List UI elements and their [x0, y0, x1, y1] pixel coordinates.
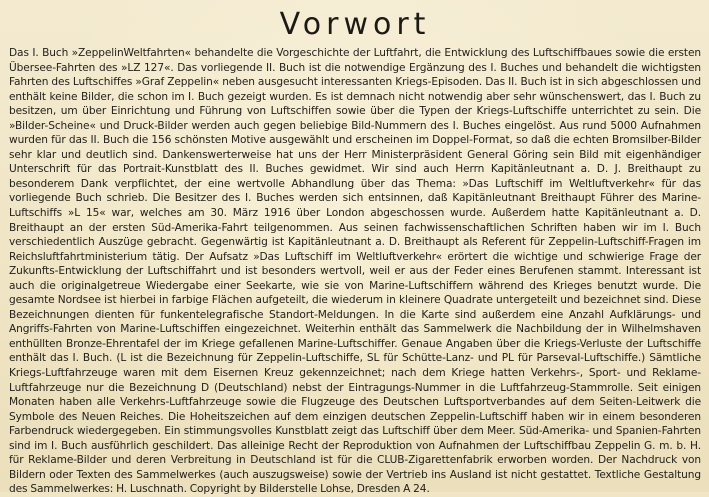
- page-title: Vorwort: [279, 7, 431, 42]
- foreword-body-text: Das I. Buch »ZeppelinWeltfahrten« behandelte die Vorgeschichte der Luftfahrt, die Entwicklung des Luftschiffbaues sowie die ersten Übersee-Fahrten des »LZ 127«. Das vorliegende II. Buch ist die notwendige Ergänzung des I. Buches und behandelt die wichtigsten Fahrten des Luftschiffes »Graf Zeppelin« neben ausgesucht interessanten Kriegs-Episoden. Das II. Buch ist in sich abgeschlossen und enthält keine Bilder, die schon im I. Buch gezeigt wurden. Es ist demnach nicht notwendig aber sehr wünschenswert, das I. Buch zu besitzen, um über Einrichtung und Führung von Luftschiffen sowie über die Typen der Kriegs-Luftschiffe unterrichtet zu sein. Die »Bilder-Scheine« und Druck-Bilder werden auch gegen beliebige Bild-Nummern des I. Buches eingelöst. Aus rund 5000 Aufnahmen wurden für das II. Buch die 156 schönsten Motive ausgewählt und erscheinen im Doppel-Format, so daß die echten Bromsilber-Bilder sehr klar und deutlich sind. Dankenswerterweise hat uns der Herr Ministerpräsident General Göring sein Bild mit eigenhändiger Unterschrift für das Portrait-Kunstblatt des II. Buches gewidmet. Wir sind auch Herrn Kapitänleutnant a. D. J. Breithaupt zu besonderem Dank verpflichtet, der eine wertvolle Abhandlung über das Thema: »Das Luftschiff im Weltluftverkehr« für das vorliegende Buch schrieb. Die Besitzer des I. Buches werden sich entsinnen, daß Kapitänleutnant Breithaupt Führer des Marine-Luftschiffs »L 15« war, welches am 30. März 1916 über London abgeschossen wurde. Außerdem hatte Kapitänleutnant a. D. Breithaupt an der ersten Süd-Amerika-Fahrt teilgenommen. Aus seinen fachwissenschaftlichen Schriften haben wir im I. Buch verschiedentlich Auszüge gebracht. Gegenwärtig ist Kapitänleutnant a. D. Breithaupt als Referent für Zeppelin-Luftschiff-Fragen im Reichsluftfahrtministerium tätig. Der Aufsatz »Das Luftschiff im Weltluftverkehr« erörtert die wichtige und schwierige Frage der Zukunfts-Entwicklung der Luftschiffahrt und ist besonders wertvoll, weil er aus der Feder eines Berufenen stammt. Interessant ist auch die originalgetreue Wiedergabe einer Seekarte, wie sie von Marine-Luftschiffern während des Krieges benutzt wurde. Die gesamte Nordsee ist hierbei in farbige Flächen aufgeteilt, die wiederum in kleinere Quadrate untergeteilt und bezeichnet sind. Diese Bezeichnungen dienten für funkentelegrafische Standort-Meldungen. In die Karte sind außerdem eine Anzahl Aufklärungs- und Angriffs-Fahrten von Marine-Luftschiffen eingezeichnet. Weiterhin enthält das Sammelwerk die Nachbildung der in Wilhelmshaven enthüllten Bronze-Ehrentafel der im Kriege gefallenen Marine-Luftschiffer. Genaue Angaben über die Kriegs-Verluste der Luftschiffe enthält das I. Buch. (L ist die Bezeichnung für Zeppelin-Luftschiffe, SL für Schütte-Lanz- und PL für Parseval-Luftschiffe.) Sämtliche Kriegs-Luftfahrzeuge waren mit dem Eisernen Kreuz gekennzeichnet; nach dem Kriege hatten Verkehrs-, Sport- und Reklame-Luftfahrzeuge nur die Bezeichnung D (Deutschland) nebst der Eintragungs-Nummer in die Luftfahrzeug-Stammrolle. Seit einigen Monaten haben alle Verkehrs-Luftfahrzeuge sowie die Flugzeuge des Deutschen Luftsportverbandes auf dem Seiten-Leitwerk die Symbole des Neuen Reiches. Die Hoheitszeichen auf dem einzigen deutschen Zeppelin-Luftschiff haben wir in einem besonderen Farbendruck wiedergegeben. Ein stimmungsvolles Kunstblatt zeigt das Luftschiff über dem Meer. Süd-Amerika- und Spanien-Fahrten sind im I. Buch ausführlich geschildert. Das alleinige Recht der Reproduktion von Aufnahmen der Luftschiffbau Zeppelin G. m. b. H. für Reklame-Bilder und deren Verbreitung in Deutschland ist für die CLUB-Zigarettenfabrik erworben worden. Der Nachdruck von Bildern oder Texten des Sammelwerkes (auch auszugsweise) sowie der Vertrieb ins Ausland ist nicht gestattet. Textliche Gestaltung des Sammelwerkes: H. Luschnath. Copyright by Bilderstelle Lohse, Dresden A 24.: [9, 47, 701, 496]
